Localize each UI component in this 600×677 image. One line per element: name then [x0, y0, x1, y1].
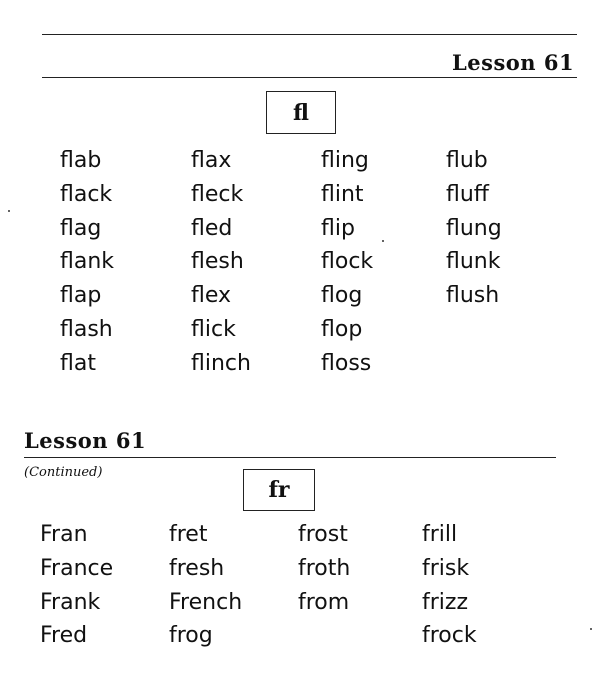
- word-column-1: [40, 518, 113, 653]
- lesson-title-bottom: Lesson 61: [24, 428, 147, 453]
- word-item: flap: [60, 283, 102, 309]
- lesson-title-top: Lesson 61: [452, 50, 575, 75]
- word-item: frog: [169, 623, 213, 649]
- print-speck: [590, 628, 592, 630]
- word-item: French: [169, 589, 243, 615]
- word-item: flip: [321, 215, 355, 241]
- word-item: flab: [60, 148, 102, 173]
- word-item: flint: [321, 181, 364, 207]
- word-item: flub: [446, 148, 488, 173]
- word-item: Frank: [40, 589, 101, 615]
- word-item: fluff: [446, 181, 489, 207]
- word-item: fresh: [169, 555, 225, 581]
- word-item: flesh: [191, 249, 244, 275]
- word-item: fled: [191, 215, 233, 241]
- word-item: flank: [60, 249, 115, 275]
- word-item: flinch: [191, 350, 251, 376]
- word-item: flax: [191, 148, 232, 173]
- word-item: froth: [298, 555, 351, 581]
- word-column-1: [60, 144, 114, 381]
- word-item: flack: [60, 181, 113, 207]
- word-item: flat: [60, 350, 96, 376]
- word-column-3: [321, 144, 373, 381]
- word-item: frock: [422, 623, 477, 649]
- print-speck: [382, 240, 384, 242]
- word-item: fret: [169, 522, 208, 547]
- word-item: flung: [446, 215, 502, 241]
- word-item: Fran: [40, 522, 88, 547]
- top-rule-upper: [42, 34, 577, 35]
- word-item: flag: [60, 215, 102, 241]
- blend-box-fl: fl: [266, 91, 336, 134]
- continued-note: (Continued): [24, 465, 103, 480]
- word-item: frisk: [422, 555, 470, 581]
- word-column-2: [169, 518, 242, 653]
- word-item: flunk: [446, 249, 501, 275]
- bottom-rule: [24, 457, 556, 458]
- word-item: France: [40, 555, 114, 581]
- word-item: flush: [446, 283, 500, 309]
- top-rule-lower: [42, 77, 577, 78]
- word-item: flock: [321, 249, 374, 275]
- word-item: fling: [321, 148, 369, 173]
- word-item: frost: [298, 522, 348, 547]
- word-column-3: [298, 518, 350, 619]
- word-item: flick: [191, 316, 236, 342]
- word-item: frill: [422, 522, 458, 547]
- word-item: from: [298, 589, 350, 615]
- word-item: flog: [321, 283, 363, 309]
- word-column-4: [422, 518, 477, 653]
- print-speck: [8, 210, 10, 212]
- word-item: flop: [321, 316, 363, 342]
- word-item: flex: [191, 283, 232, 309]
- word-column-2: [191, 144, 251, 381]
- word-item: fleck: [191, 181, 244, 207]
- word-item: frizz: [422, 589, 468, 615]
- word-item: floss: [321, 350, 372, 376]
- word-item: flash: [60, 316, 113, 342]
- word-item: Fred: [40, 623, 88, 649]
- blend-box-fr: fr: [243, 469, 315, 511]
- word-column-4: [446, 144, 502, 313]
